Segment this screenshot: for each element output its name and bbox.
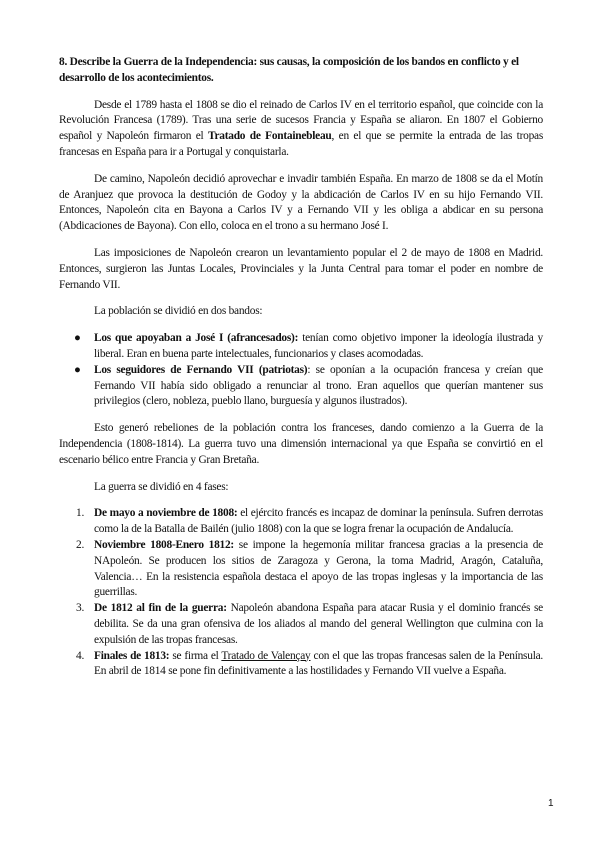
list-item-title: Noviembre 1808-Enero 1812: xyxy=(94,538,234,551)
list-item-title: Los que apoyaban a José I (afrancesados): xyxy=(94,332,299,345)
page-number: 1 xyxy=(548,798,554,809)
paragraph-phases-intro: La guerra se dividió en 4 fases: xyxy=(94,480,229,493)
list-item-text: se firma el xyxy=(169,649,222,662)
bandos-list xyxy=(59,331,543,410)
paragraph-war-start: Esto generó rebeliones de la población contra los franceses, dando comienzo a la Guerra de la Independencia (1808-1814). La guerra tuvo una dimensión internacional ya que España se convirtió en el escenario bélico entre Francia y Gran Bretaña. xyxy=(59,422,543,466)
treaty-valencay-link[interactable]: Tratado de Valençay xyxy=(221,649,311,662)
paragraph-bandos-intro: La población se dividió en dos bandos: xyxy=(94,305,263,318)
document-body xyxy=(59,55,543,680)
list-item-text: tenían como objetivo imponer la ideología ilustrada y liberal. Eran en buena parte intelectuales, funcionarios y clases acomodadas. xyxy=(94,332,544,360)
list-item-title: Los seguidores de Fernando VII (patriotas) xyxy=(94,363,308,376)
paragraph-aranjuez: De camino, Napoleón decidió aprovechar e invadir también España. En marzo de 1808 se da el Motín de Aranjuez que provoca la destitución de Godoy y la abdicación de Carlos IV en su hijo Fernando VII. Entonces, Napoleón cita en Bayona a Carlos IV y a Fernando VII y les obliga a abdicar en su persona (Abdicaciones de Bayona). Con ello, coloca en el trono a su hermano José I. xyxy=(59,172,543,233)
list-item xyxy=(59,363,543,410)
list-item-text: : se oponían a la ocupación francesa y creían que Fernando VII había sido obligado a renunciar al trono. Eran aquellos que querían mantener sus privilegios (clero, nobleza, pueblo llano, burguesía y algunos ilustrados). xyxy=(94,363,543,408)
list-number: 4. xyxy=(76,649,85,662)
list-item-text: con el que las tropas francesas salen de la Península. En abril de 1814 se pone fin definitivamente a las hostilidades y Fernando VII vuelve a España. xyxy=(94,649,544,678)
list-item-text: se impone la hegemonía militar francesa gracias a la presencia de NApoleón. Se producen los sitios de Zaragoza y Gerona, la toma Madrid, Aragón, Cataluña, Valencia… En la resistencia española destaca el apoyo de las tropas inglesas y la importancia de las guerrillas. xyxy=(94,538,543,599)
list-item xyxy=(59,601,543,648)
question-heading: 8. Describe la Guerra de la Independencia: sus causas, la composición de los bandos en conflicto y el desarrollo de los acontecimientos. xyxy=(59,56,519,84)
list-item-title: De mayo a noviembre de 1808: xyxy=(94,507,238,520)
list-item xyxy=(59,649,543,681)
list-number: 3. xyxy=(76,602,85,615)
bullet-icon: ● xyxy=(74,363,81,376)
list-item-text: Napoleón abandona España para atacar Rusia y el dominio francés se debilita. Se da una gran ofensiva de los aliados al mando del general Wellington que culmina con la expulsión de las tropas francesas. xyxy=(94,602,543,646)
treaty-fontainebleau: Tratado de Fontainebleau xyxy=(207,130,332,143)
bullet-icon: ● xyxy=(74,332,81,345)
list-item xyxy=(59,538,543,601)
paragraph-uprising: Las imposiciones de Napoleón crearon un levantamiento popular el 2 de mayo de 1808 en Madrid. Entonces, surgieron las Juntas Locales, Provinciales y la Junta Central para tomar el poder en nombre de Fernando VII. xyxy=(59,246,543,291)
list-item xyxy=(59,506,543,538)
paragraph-text: , en el que se permite la entrada de las tropas francesas en España para ir a Portugal y conquistarla. xyxy=(59,130,543,158)
list-item-title: De 1812 al fin de la guerra: xyxy=(94,602,227,615)
list-item-title: Finales de 1813: xyxy=(94,649,170,662)
list-item xyxy=(59,331,543,363)
paragraph-causes xyxy=(59,98,543,161)
paragraph-text: Desde el 1789 hasta el 1808 se dio el reinado de Carlos IV en el territorio español, que coincide con la Revolución Francesa (1789). Tras una serie de sucesos Francia y España se aliaron. En 1807 el Gobierno español y Napoleón firmaron el xyxy=(59,98,543,143)
list-number: 2. xyxy=(76,538,85,551)
list-number: 1. xyxy=(76,507,85,520)
phases-list xyxy=(59,506,543,680)
list-item-text: el ejército francés es incapaz de dominar la península. Sufren derrotas como la de la Batalla de Bailén (julio 1808) con la que se logra frenar la ocupación de Andalucía. xyxy=(94,507,543,536)
